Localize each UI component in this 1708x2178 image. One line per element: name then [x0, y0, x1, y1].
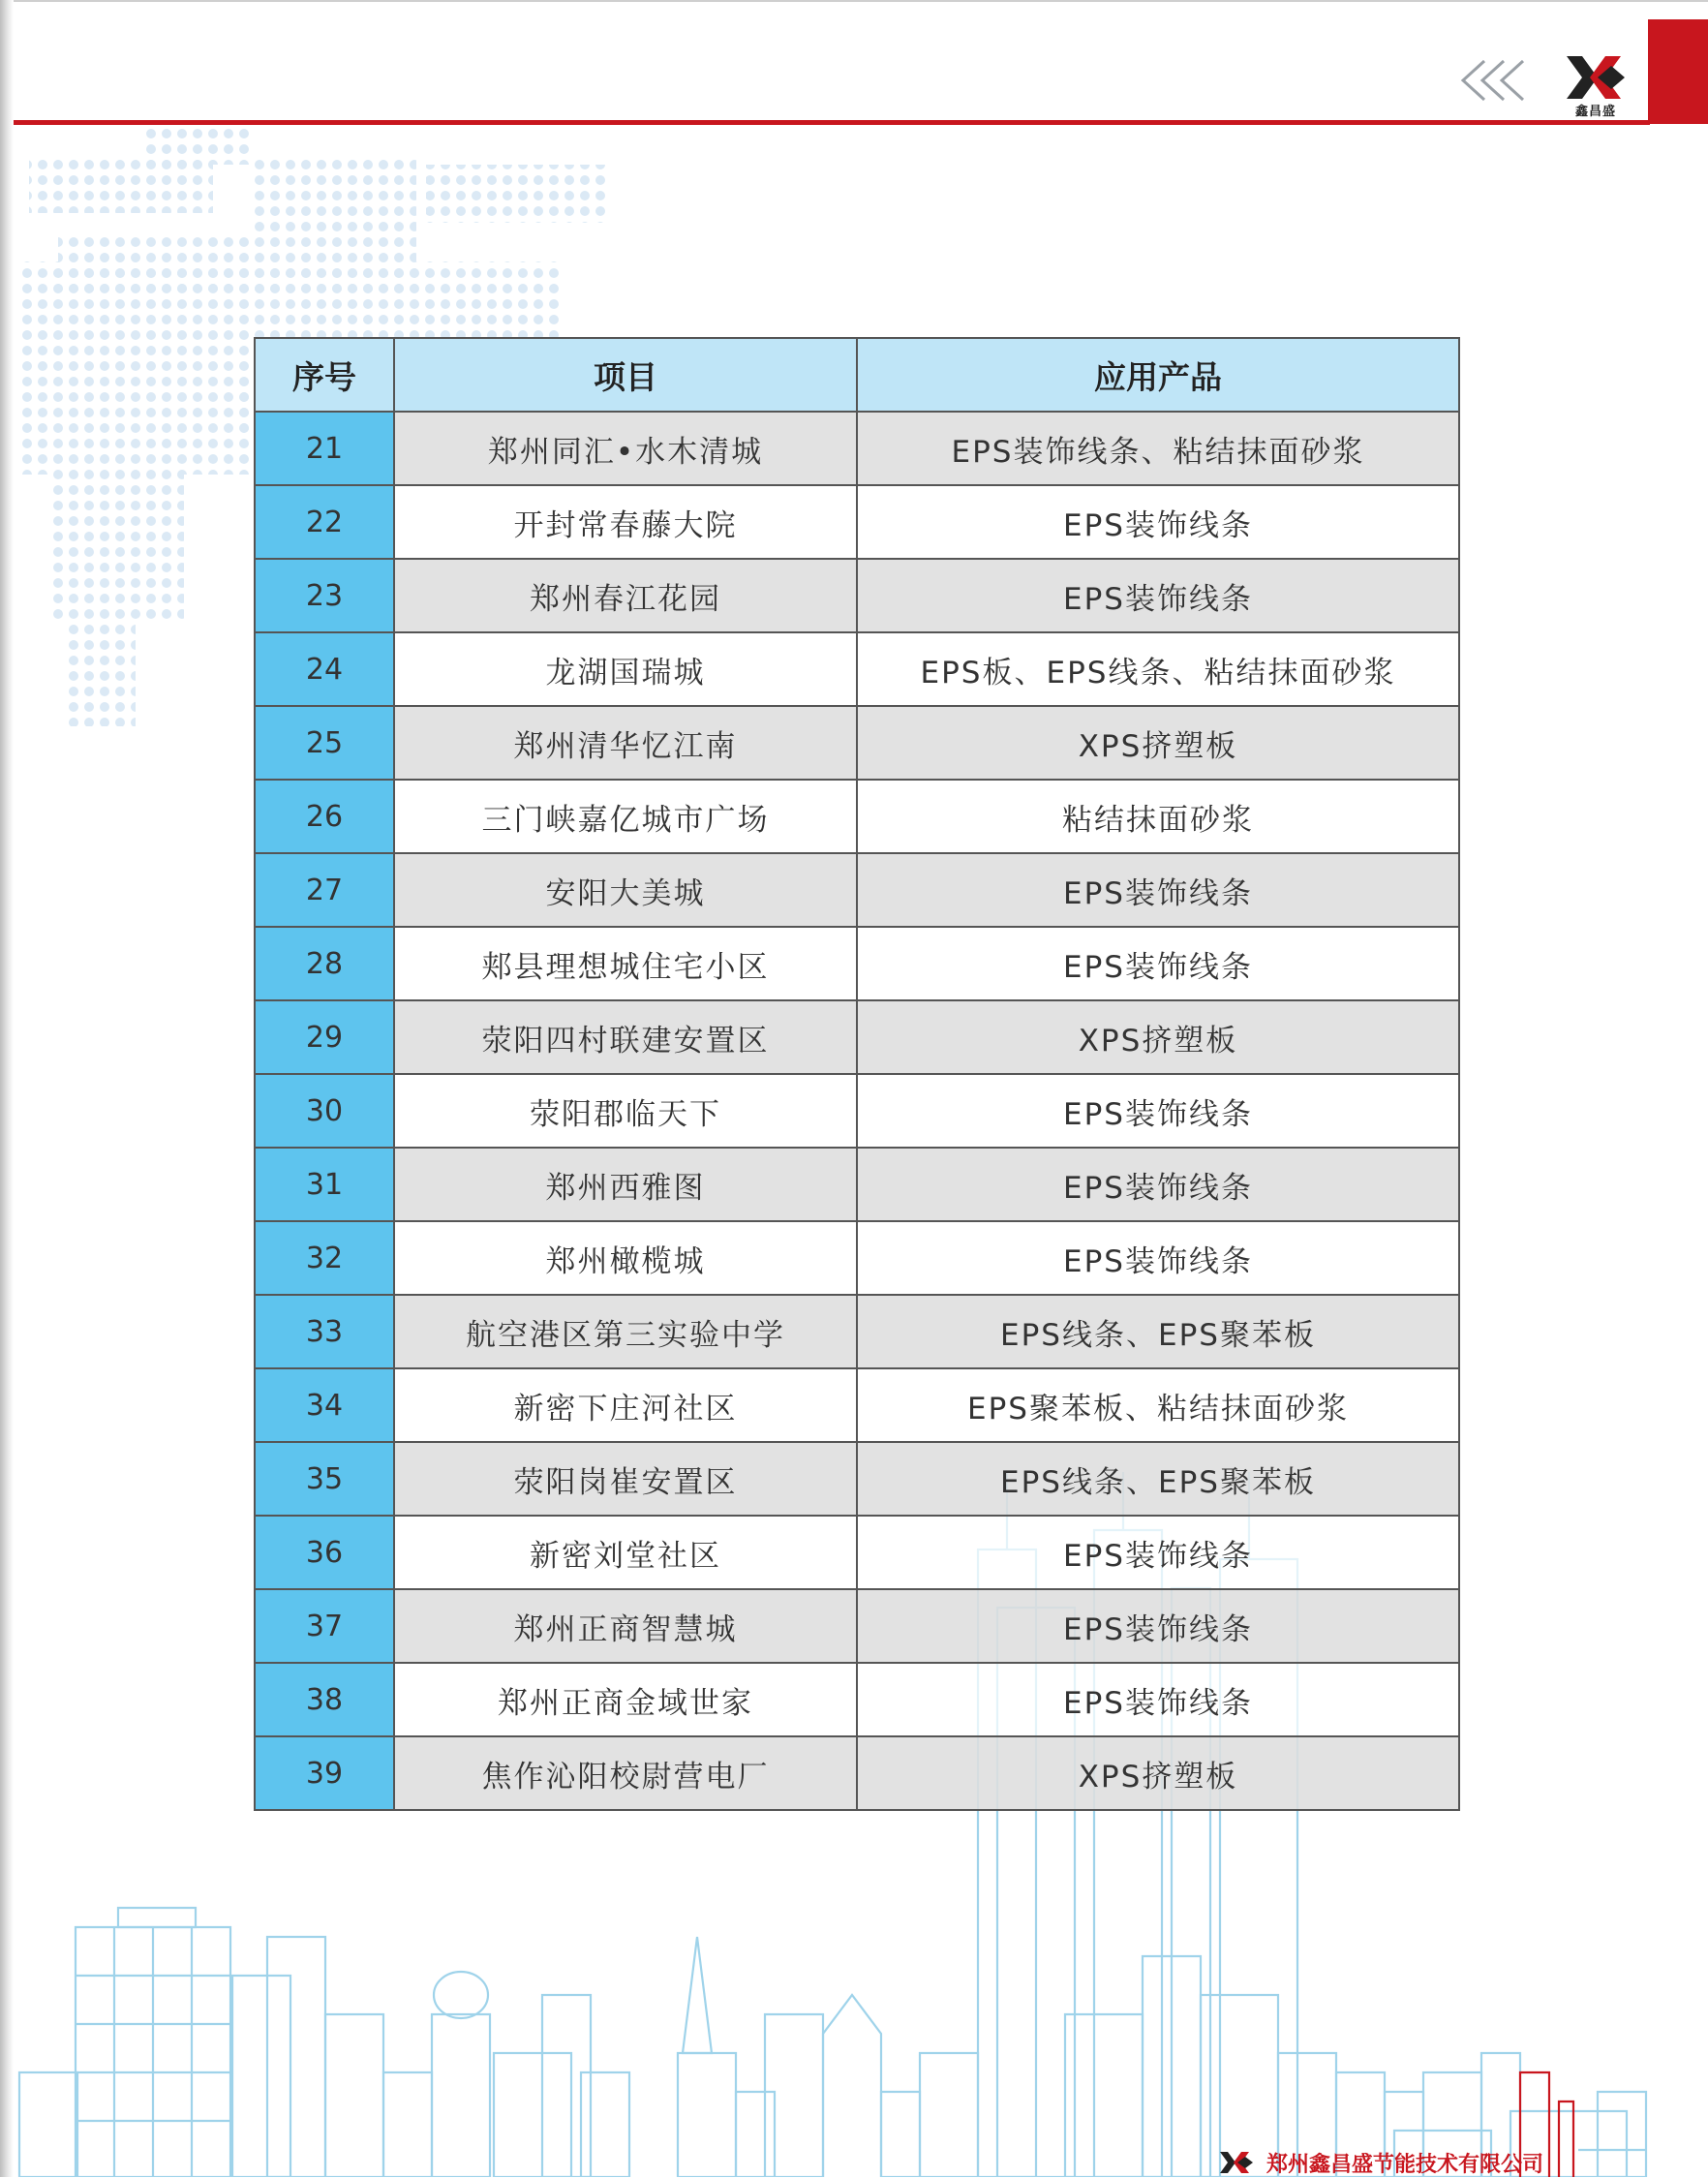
row-product: EPS板、EPS线条、粘结抹面砂浆	[857, 632, 1459, 706]
row-project: 郑州西雅图	[394, 1148, 857, 1221]
table-row	[255, 853, 1459, 927]
row-number: 34	[255, 1368, 394, 1442]
header-red-tab	[1648, 19, 1708, 124]
row-project: 郑州清华忆江南	[394, 706, 857, 780]
row-project: 荥阳郡临天下	[394, 1074, 857, 1148]
header-red-line	[14, 120, 1650, 125]
row-product: EPS聚苯板、粘结抹面砂浆	[857, 1368, 1459, 1442]
row-number: 31	[255, 1148, 394, 1221]
header-project: 项目	[394, 338, 857, 412]
table-row	[255, 1221, 1459, 1295]
row-product: EPS线条、EPS聚苯板	[857, 1442, 1459, 1516]
row-project: 郑州正商金域世家	[394, 1663, 857, 1736]
chevron-left-icon	[1457, 56, 1535, 105]
row-number: 33	[255, 1295, 394, 1368]
table-row	[255, 706, 1459, 780]
table-row	[255, 780, 1459, 853]
row-number: 21	[255, 412, 394, 485]
row-number: 29	[255, 1000, 394, 1074]
row-product: EPS装饰线条	[857, 1074, 1459, 1148]
row-product: EPS装饰线条	[857, 1516, 1459, 1589]
row-product: EPS装饰线条	[857, 1221, 1459, 1295]
footer-company-name: 郑州鑫昌盛节能技术有限公司	[1266, 2152, 1544, 2177]
row-product: EPS装饰线条	[857, 1663, 1459, 1736]
table-row	[255, 1295, 1459, 1368]
row-product: EPS装饰线条	[857, 1148, 1459, 1221]
row-number: 39	[255, 1736, 394, 1810]
table-row	[255, 632, 1459, 706]
footer-logo-icon	[1218, 2150, 1259, 2175]
row-project: 郑州春江花园	[394, 559, 857, 632]
table-row	[255, 485, 1459, 559]
project-table	[254, 337, 1460, 1811]
table-row	[255, 1663, 1459, 1736]
row-product: EPS装饰线条	[857, 927, 1459, 1000]
table-row	[255, 1000, 1459, 1074]
table-header-row	[255, 338, 1459, 412]
header-product: 应用产品	[857, 338, 1459, 412]
row-project: 新密刘堂社区	[394, 1516, 857, 1589]
row-project: 郑州同汇•水木清城	[394, 412, 857, 485]
row-product: XPS挤塑板	[857, 1736, 1459, 1810]
table-row	[255, 1368, 1459, 1442]
table-row	[255, 1148, 1459, 1221]
row-project: 荥阳岗崔安置区	[394, 1442, 857, 1516]
row-number: 27	[255, 853, 394, 927]
table-row	[255, 1516, 1459, 1589]
row-product: 粘结抹面砂浆	[857, 780, 1459, 853]
row-number: 37	[255, 1589, 394, 1663]
row-project: 安阳大美城	[394, 853, 857, 927]
table-row	[255, 1736, 1459, 1810]
row-number: 25	[255, 706, 394, 780]
table-row	[255, 1074, 1459, 1148]
row-product: EPS装饰线条	[857, 559, 1459, 632]
table-row	[255, 927, 1459, 1000]
table-row	[255, 412, 1459, 485]
row-product: XPS挤塑板	[857, 706, 1459, 780]
row-project: 龙湖国瑞城	[394, 632, 857, 706]
row-number: 22	[255, 485, 394, 559]
row-product: EPS装饰线条	[857, 485, 1459, 559]
row-project: 开封常春藤大院	[394, 485, 857, 559]
page-top-edge	[0, 0, 1708, 2]
row-number: 35	[255, 1442, 394, 1516]
row-product: EPS线条、EPS聚苯板	[857, 1295, 1459, 1368]
row-number: 32	[255, 1221, 394, 1295]
row-number: 26	[255, 780, 394, 853]
table-row	[255, 1589, 1459, 1663]
row-project: 焦作沁阳校尉营电厂	[394, 1736, 857, 1810]
row-number: 23	[255, 559, 394, 632]
logo-wordmark: 鑫昌盛	[1574, 105, 1616, 119]
header-number: 序号	[255, 338, 394, 412]
row-project: 荥阳四村联建安置区	[394, 1000, 857, 1074]
row-project: 新密下庄河社区	[394, 1368, 857, 1442]
table-row	[255, 1442, 1459, 1516]
row-number: 30	[255, 1074, 394, 1148]
row-project: 郑州橄榄城	[394, 1221, 857, 1295]
row-number: 28	[255, 927, 394, 1000]
row-product: EPS装饰线条	[857, 1589, 1459, 1663]
table-row	[255, 559, 1459, 632]
row-number: 36	[255, 1516, 394, 1589]
row-product: EPS装饰线条	[857, 853, 1459, 927]
row-project: 三门峡嘉亿城市广场	[394, 780, 857, 853]
row-number: 24	[255, 632, 394, 706]
row-project: 郑州正商智慧城	[394, 1589, 857, 1663]
row-product: EPS装饰线条、粘结抹面砂浆	[857, 412, 1459, 485]
row-project: 航空港区第三实验中学	[394, 1295, 857, 1368]
row-number: 38	[255, 1663, 394, 1736]
row-project: 郏县理想城住宅小区	[394, 927, 857, 1000]
row-product: XPS挤塑板	[857, 1000, 1459, 1074]
